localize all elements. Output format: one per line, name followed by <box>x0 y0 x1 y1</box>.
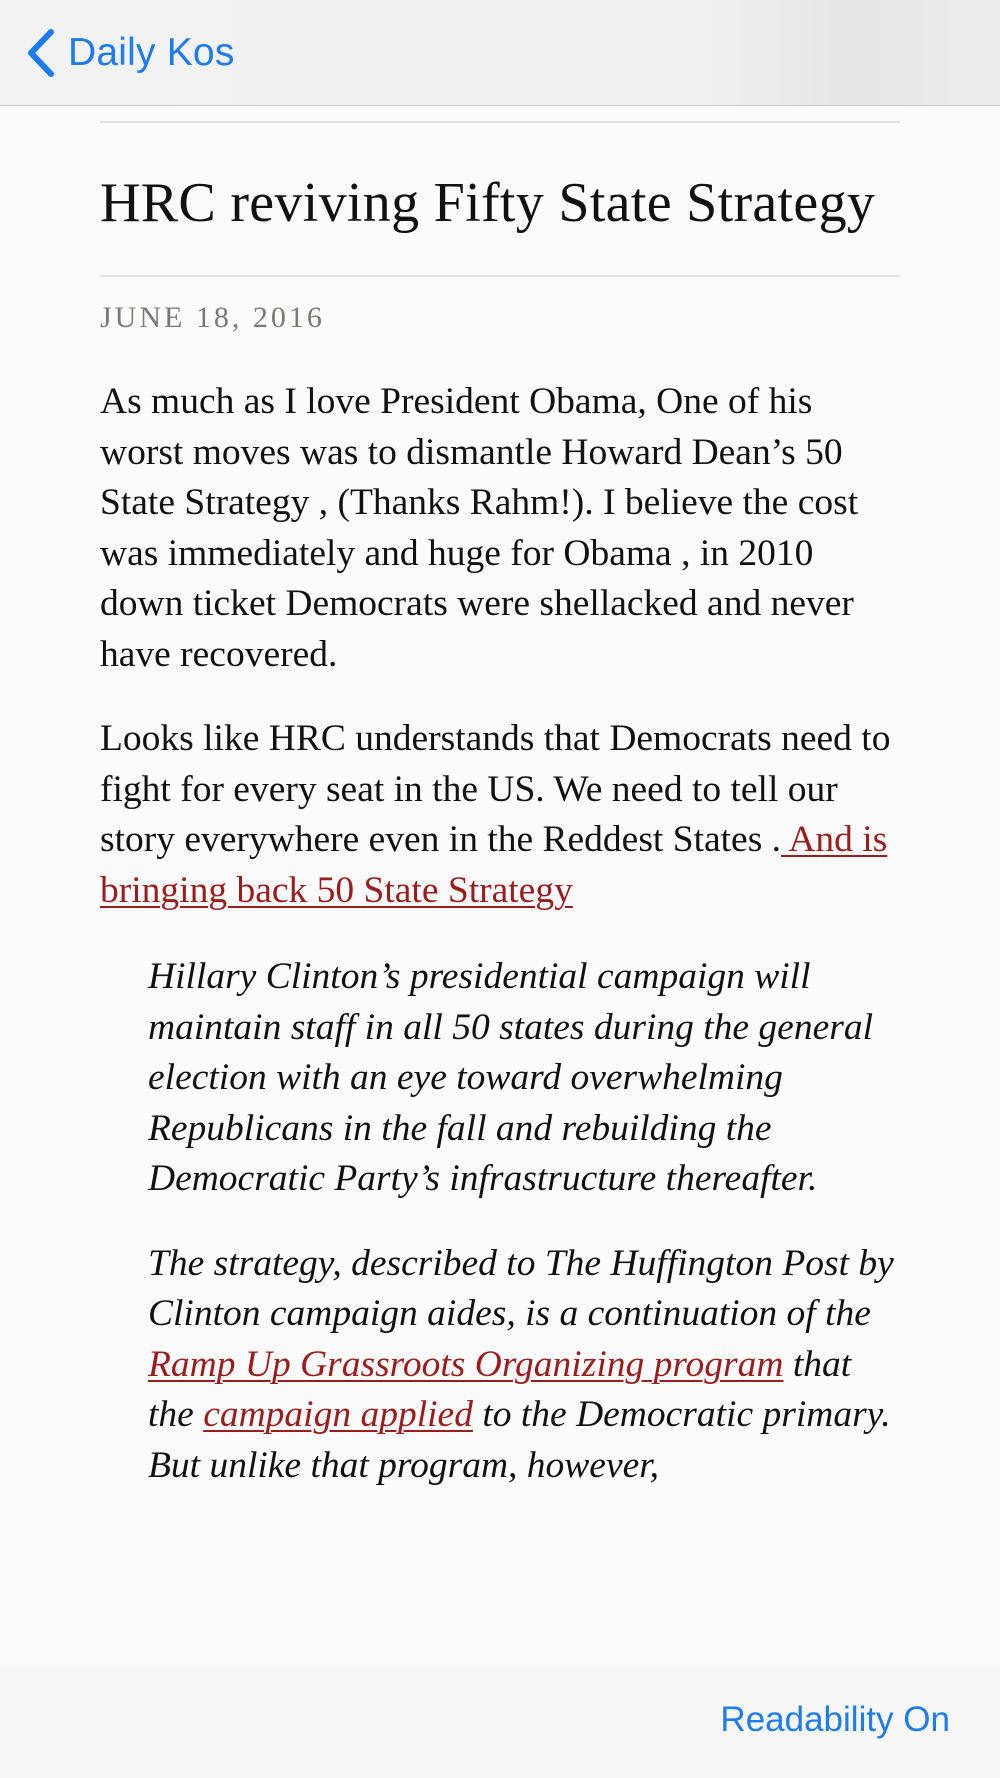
quote-paragraph-2 <box>148 1239 900 1492</box>
ramp-up-grassroots-link[interactable]: Ramp Up Grassroots Organizing program <box>148 1343 784 1385</box>
quote-text-c: to the Democratic primary. But unlike that program, however, <box>148 1394 891 1486</box>
fifty-state-strategy-link[interactable]: And is bringing back 50 State Strategy <box>100 819 888 911</box>
chevron-left-icon <box>26 29 56 77</box>
paragraph-1: As much as I love President Obama, One of his worst moves was to dismantle Howard Dean’s 50 State Strategy , (Thanks Rahm!). I believe the cost was immediately and huge for Obama , in 2010 down ticket Democrats were shellacked and never have recovered. <box>100 381 859 675</box>
campaign-applied-link[interactable]: campaign applied <box>203 1394 473 1435</box>
navigation-bar <box>0 0 1000 106</box>
article-content[interactable] <box>100 106 900 1666</box>
quote-text-b: that the <box>148 1343 852 1435</box>
quote-paragraph-1: Hillary Clinton’s presidential campaign will maintain staff in all 50 states during the general election with an eye toward overwhelming Republicans in the fall and rebuilding the Democratic Party’s infrastructure thereafter. <box>148 956 873 1199</box>
readability-toggle-button[interactable]: Readability On <box>720 1700 950 1739</box>
top-divider <box>100 121 900 123</box>
back-button[interactable] <box>26 26 235 80</box>
article-title: HRC reviving Fifty State Strategy <box>100 172 876 234</box>
bottom-toolbar <box>0 1666 1000 1778</box>
back-button-label: Daily Kos <box>68 31 235 74</box>
article-date: JUNE 18, 2016 <box>100 301 325 334</box>
title-divider <box>100 275 900 277</box>
quote-text-a: The strategy, described to The Huffington Post by Clinton campaign aides, is a continuation of the <box>148 1242 894 1334</box>
blockquote <box>148 952 900 1491</box>
paragraph-2-text: Looks like HRC understands that Democrats need to fight for every seat in the US. We need to tell our story everywhere even in the Reddest States . <box>100 718 891 860</box>
paragraph-2 <box>100 714 900 916</box>
